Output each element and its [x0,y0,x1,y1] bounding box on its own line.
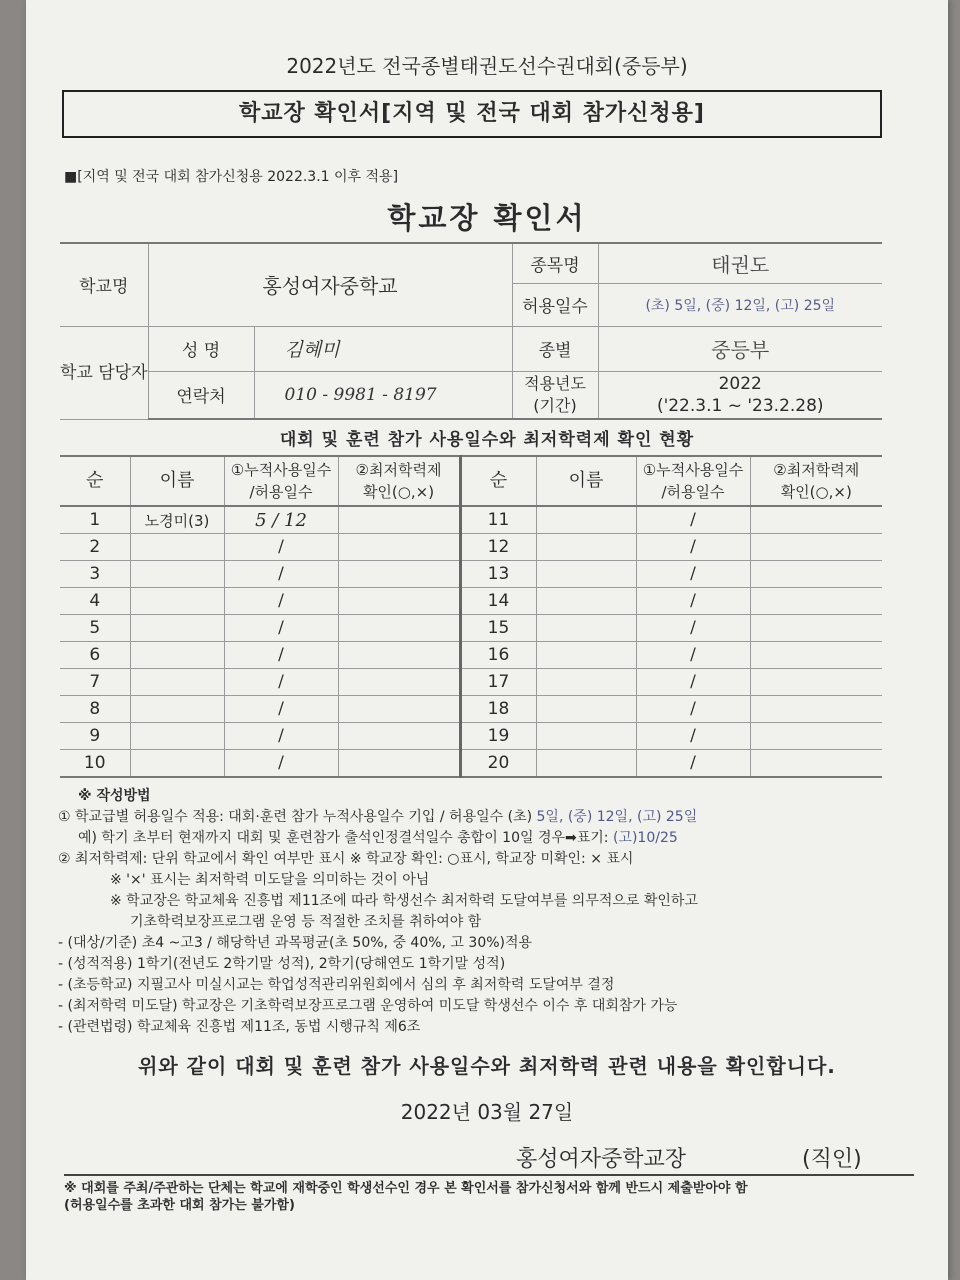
footer-line-2: (허용일수를 초과한 대회 참가는 불가함) [64,1198,295,1213]
row-days-2: / [636,669,750,696]
instruction-note-2-cont: 기초학력보장프로그램 운영 등 적절한 조치를 취하여야 함 [130,914,482,930]
row-num: 2 [60,534,130,561]
instruction-example [58,828,908,849]
row-num: 4 [60,588,130,615]
row-name-2 [536,642,636,669]
row-min [338,615,460,642]
row-num-2: 17 [460,669,536,696]
school-name-value: 홍성여자중학교 [148,243,512,326]
row-num: 10 [60,750,130,778]
table-row [60,642,882,669]
table-row [60,534,882,561]
instruction-note-1: ※ '×' 표시는 최저학력 미도달을 의미하는 것이 아님 [110,872,430,888]
row-days-2: / [636,506,750,534]
row-days-2: / [636,534,750,561]
table-row [60,723,882,750]
row-days: / [224,696,338,723]
row-days: / [224,750,338,778]
manager-label: 학교 담당자 [60,326,148,419]
period-label-text: (기간) [533,395,577,415]
row-days-2: / [636,588,750,615]
year-label [512,371,598,419]
contact-label: 연락처 [148,371,254,419]
col-min-2-line1: ②최저학력제 [773,461,860,479]
col-name: 이름 [130,456,224,506]
row-days-2: / [636,561,750,588]
row-name [130,696,224,723]
row-num-2: 15 [460,615,536,642]
principal-signature: 홍성여자중학교장 [516,1147,687,1172]
row-days: / [224,561,338,588]
row-name-2 [536,506,636,534]
table-row [60,561,882,588]
row-min [338,723,460,750]
row-min-2 [750,696,882,723]
row-min [338,750,460,778]
row-name-2 [536,696,636,723]
row-min [338,696,460,723]
instruction-target: - (대상/기준) 초4 ~고3 / 해당학년 과목평균(초 50%, 중 40%, 고 30%)적용 [58,935,533,951]
col-min-2 [750,456,882,506]
manager-name-handwritten: 김혜미 [254,326,512,371]
row-name-2 [536,723,636,750]
row-num-2: 19 [460,723,536,750]
row-num-2: 18 [460,696,536,723]
division-value: 중등부 [598,326,882,371]
row-min-2 [750,669,882,696]
row-name [130,642,224,669]
row-num-2: 20 [460,750,536,778]
instructions-heading: ※ 작성방법 [78,788,151,804]
row-name-2 [536,669,636,696]
table-row [60,696,882,723]
row-num-2: 14 [460,588,536,615]
row-min-2 [750,615,882,642]
row-min-2 [750,534,882,561]
col-days-2-line2: /허용일수 [661,483,725,501]
col-name-2: 이름 [536,456,636,506]
row-name-2 [536,588,636,615]
allowed-days-value: (초) 5일, (중) 12일, (고) 25일 [598,283,882,326]
instruction-example-text: 예) 학기 초부터 현재까지 대회 및 훈련참가 출석인정결석일수 총합이 10일 경우➡표기: [78,830,613,846]
row-days-2: / [636,696,750,723]
row-min-2 [750,723,882,750]
row-name: 노경미(3) [130,506,224,534]
row-name [130,669,224,696]
row-num-2: 12 [460,534,536,561]
col-min-line1: ②최저학력제 [355,461,442,479]
table-row [60,669,882,696]
instruction-2: ② 최저학력제: 단위 학교에서 확인 여부만 표시 ※ 학교장 확인: ○표시, 학교장 미확인: × 표시 [58,851,634,867]
instruction-grades: - (성적적용) 1학기(전년도 2학기말 성적), 2학기(당해연도 1학기말 성적) [58,956,506,972]
col-min-line2: 확인(○,×) [362,483,435,501]
manager-name-label: 성 명 [148,326,254,371]
document-page [26,0,948,1280]
table-row [60,615,882,642]
instruction-1-text: ① 학교급별 허용일수 적용: 대회·훈련 참가 누적사용일수 기입 / 허용일수 (초) [58,809,537,825]
row-name [130,723,224,750]
row-num-2: 11 [460,506,536,534]
row-num: 9 [60,723,130,750]
row-days: 5 / 12 [224,506,338,534]
instruction-elementary: - (초등학교) 지필고사 미실시교는 학업성적관리위원회에서 심의 후 최저학력 도달여부 결정 [58,977,615,993]
school-name-label: 학교명 [60,243,148,326]
writing-instructions [58,786,908,1038]
document-date: 2022년 03월 27일 [400,1100,574,1124]
year-text: 2022 [718,373,762,394]
row-num: 6 [60,642,130,669]
row-days: / [224,615,338,642]
row-days: / [224,534,338,561]
period-text: ('22.3.1 ~ '23.2.28) [656,395,824,416]
row-num: 1 [60,506,130,534]
row-num: 7 [60,669,130,696]
official-seal-label: (직인) [802,1147,862,1172]
year-value [598,371,882,419]
row-days-2: / [636,723,750,750]
row-min-2 [750,506,882,534]
table-row [60,588,882,615]
row-min [338,669,460,696]
col-days [224,456,338,506]
row-min-2 [750,750,882,778]
row-name [130,750,224,778]
row-min [338,588,460,615]
instruction-1 [58,807,908,828]
table-header-row [60,456,882,506]
year-label-text: 적용년도 [524,373,586,393]
row-name-2 [536,615,636,642]
info-table [60,242,882,420]
sport-value: 태권도 [598,243,882,283]
row-days-2: / [636,642,750,669]
row-days: / [224,642,338,669]
row-min [338,506,460,534]
col-num-2: 순 [460,456,536,506]
row-name-2 [536,534,636,561]
row-name [130,615,224,642]
event-title: 2022년도 전국종별태권도선수권대회(중등부) [286,54,688,78]
table-row [60,750,882,778]
row-min [338,534,460,561]
row-num: 3 [60,561,130,588]
col-days-2 [636,456,750,506]
form-title-box: 학교장 확인서[지역 및 전국 대회 참가신청용] [62,90,882,138]
confirmation-statement: 위와 같이 대회 및 훈련 참가 사용일수와 최저학력 관련 내용을 확인합니다. [138,1054,836,1078]
row-min-2 [750,561,882,588]
row-name [130,561,224,588]
col-min-2-line2: 확인(○,×) [780,483,852,501]
col-min [338,456,460,506]
footer-note [64,1174,914,1214]
col-num: 순 [60,456,130,506]
instruction-law: - (관련법령) 학교체육 진흥법 제11조, 동법 시행규칙 제6조 [58,1019,421,1035]
row-num: 8 [60,696,130,723]
instruction-note-2: ※ 학교장은 학교체육 진흥법 제11조에 따라 학생선수 최저학력 도달여부를 의무적으로 확인하고 [110,893,698,909]
row-num-2: 16 [460,642,536,669]
row-days: / [224,723,338,750]
row-name-2 [536,561,636,588]
instruction-example-mark: (고)10/25 [612,830,678,846]
status-table-title: 대회 및 훈련 참가 사용일수와 최저학력제 확인 현황 [279,430,695,450]
application-note: ■[지역 및 전국 대회 참가신청용 2022.3.1 이후 적용] [64,169,399,185]
table-row [60,506,882,534]
col-days-line2: /허용일수 [249,483,313,501]
row-days-2: / [636,750,750,778]
contact-handwritten: 010 - 9981 - 8197 [254,371,512,419]
allowed-days-label: 허용일수 [512,283,598,326]
sport-label: 종목명 [512,243,598,283]
usage-status-table [60,455,882,778]
col-days-2-line1: ①누적사용일수 [642,461,744,479]
row-days-2: / [636,615,750,642]
main-title: 학교장 확인서 [387,201,587,235]
row-days: / [224,588,338,615]
row-name [130,588,224,615]
row-min [338,642,460,669]
row-num: 5 [60,615,130,642]
instruction-below-min: - (최저학력 미도달) 학교장은 기초학력보장프로그램 운영하여 미도달 학생선수 이수 후 대회참가 가능 [58,998,678,1014]
row-name [130,534,224,561]
row-min-2 [750,588,882,615]
instruction-1-days: 5일, (중) 12일, (고) 25일 [536,809,698,825]
row-min-2 [750,642,882,669]
row-name-2 [536,750,636,778]
col-days-line1: ①누적사용일수 [230,461,332,479]
footer-line-1: ※ 대회를 주최/주관하는 단체는 학교에 재학중인 학생선수인 경우 본 확인서를 참가신청서와 함께 반드시 제출받아야 함 [64,1181,748,1196]
row-days: / [224,669,338,696]
row-min [338,561,460,588]
row-num-2: 13 [460,561,536,588]
division-label: 종별 [512,326,598,371]
